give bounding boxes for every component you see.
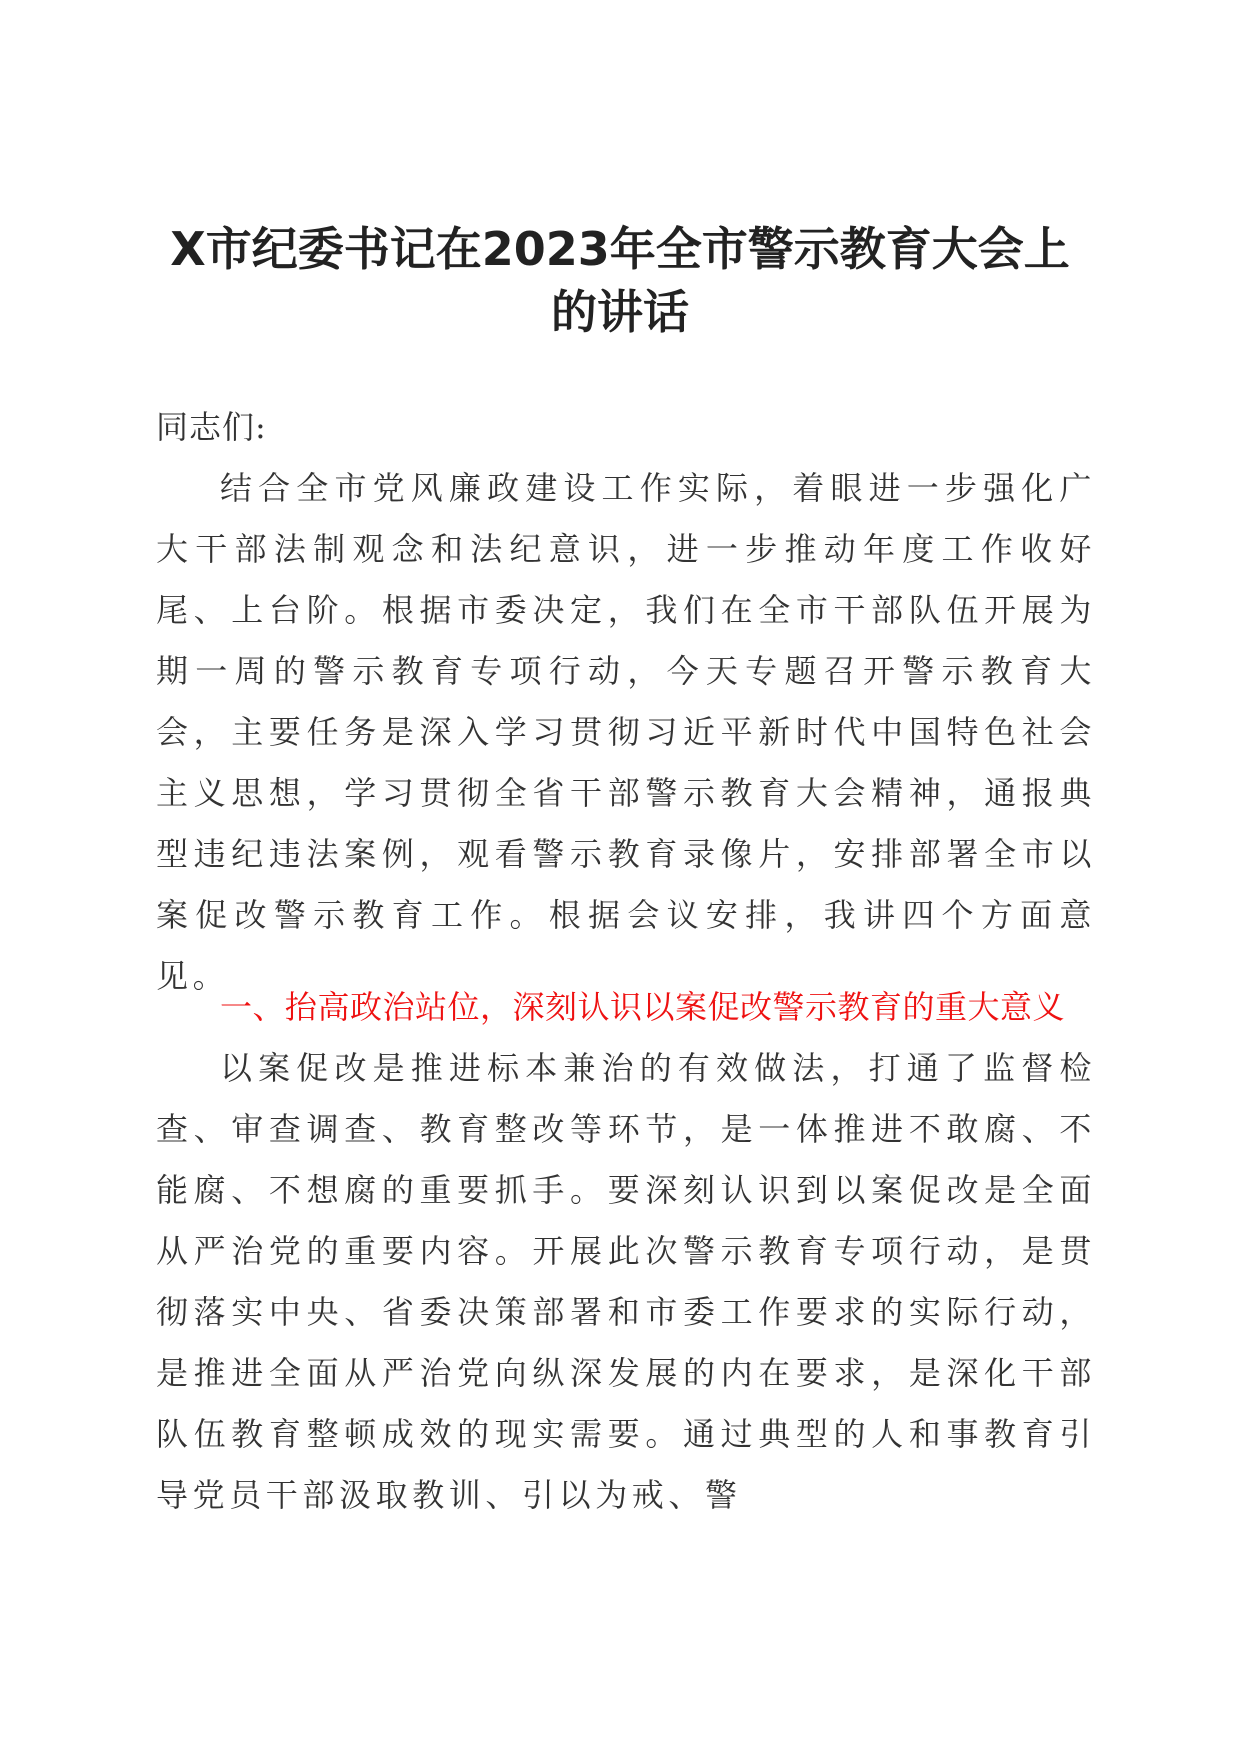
section-heading-1: 一、抬高政治站位，深刻认识以案促改警示教育的重大意义 xyxy=(220,988,1066,1026)
paragraph-intro: 结合全市党风廉政建设工作实际，着眼进一步强化广大干部法制观念和法纪意识，进一步推动年度工作收好尾、上台阶。根据市委决定，我们在全市干部队伍开展为期一周的警示教育专项行动，今天专题召开警示教育大会，主要任务是深入学习贯彻习近平新时代中国特色社会主义思想，学习贯彻全省干部警示教育大会精神，通报典型违纪违法案例，观看警示教育录像片，安排部署全市以案促改警示教育工作。根据会议安排，我讲四个方面意见。 xyxy=(156,469,1096,995)
salutation: 同志们: xyxy=(156,408,267,446)
paragraph-section-1: 以案促改是推进标本兼治的有效做法，打通了监督检查、审查调查、教育整改等环节，是一体推进不敢腐、不能腐、不想腐的重要抓手。要深刻认识到以案促改是全面从严治党的重要内容。开展此次警示教育专项行动，是贯彻落实中央、省委决策部署和市委工作要求的实际行动，是推进全面从严治党向纵深发展的内在要求，是深化干部队伍教育整顿成效的现实需要。通过典型的人和事教育引导党员干部汲取教训、引以为戒、警 xyxy=(156,1049,1096,1514)
document-title: X市纪委书记在2023年全市警示教育大会上的讲话 xyxy=(170,222,1070,339)
